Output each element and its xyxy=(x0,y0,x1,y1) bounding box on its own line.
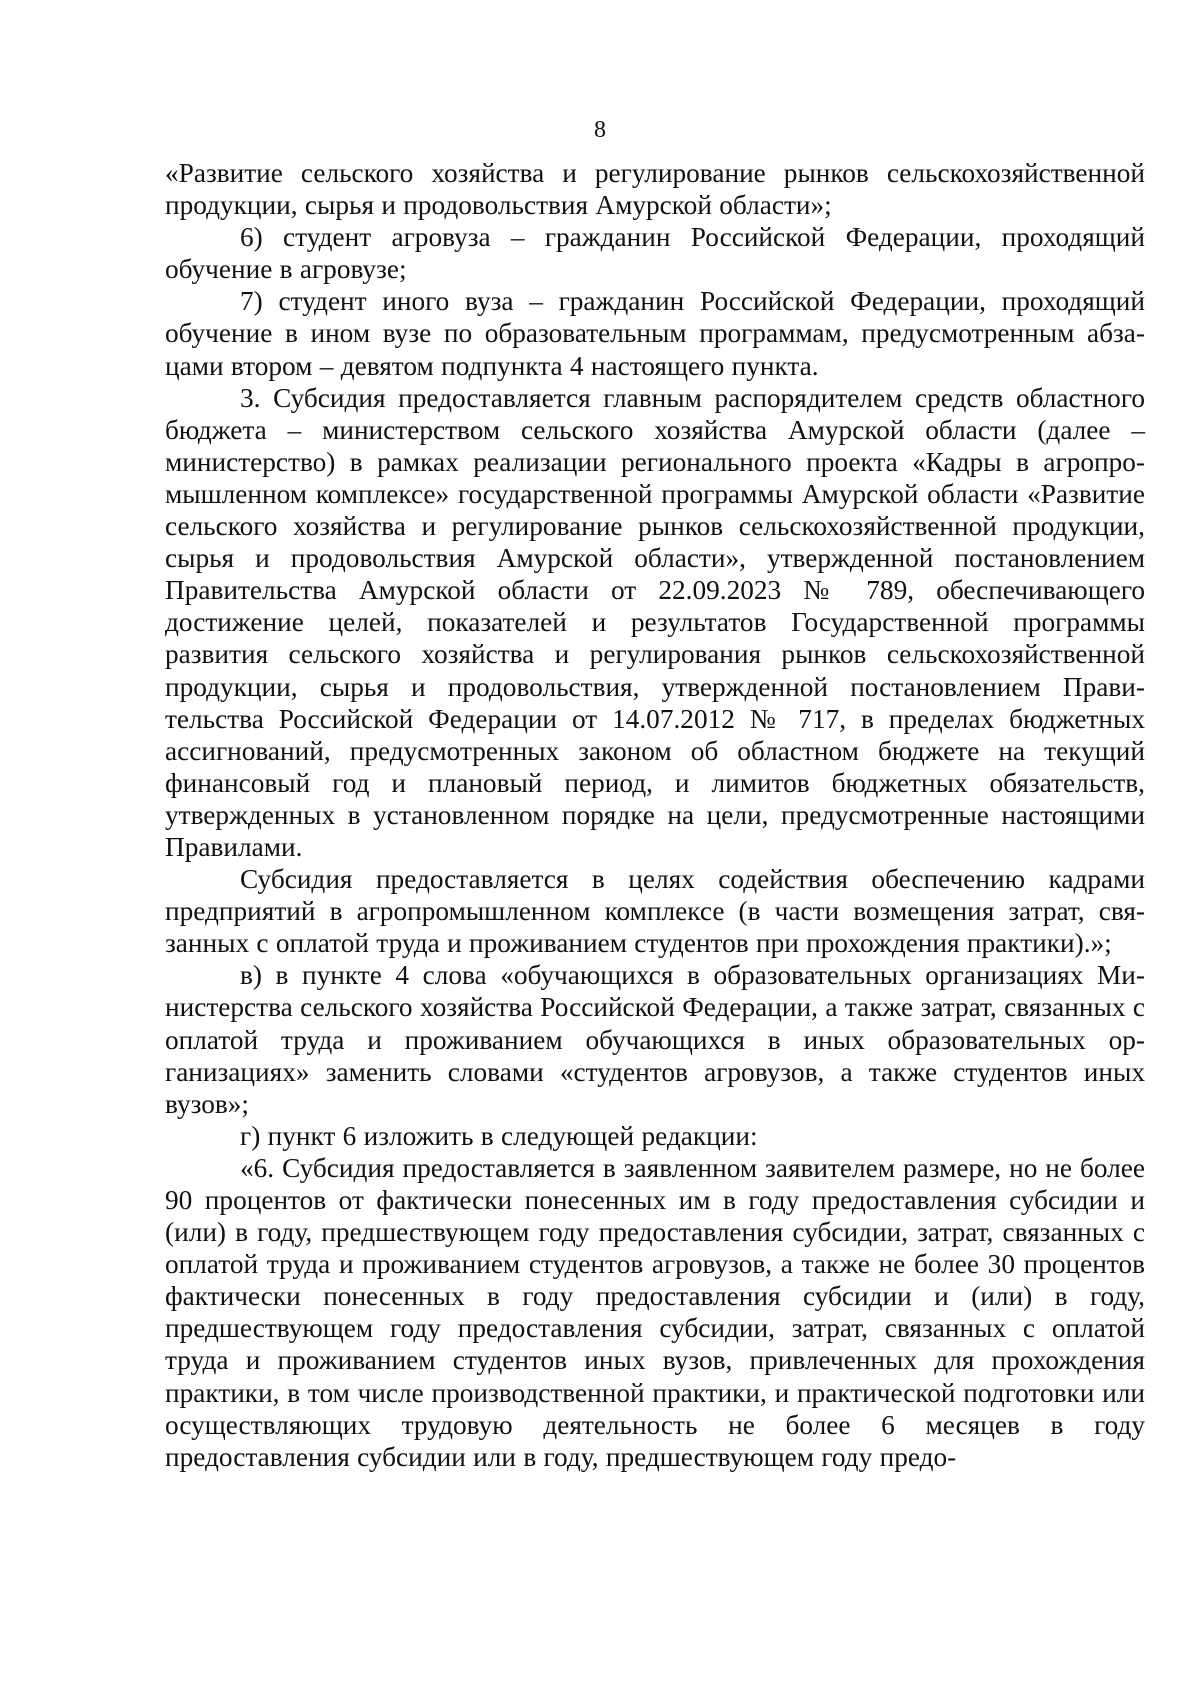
paragraph-clause-6-text: «6. Субсидия предоставляется в заявленном заявителем размере, но не более 90 процентов от фактически понесенных им в году предоставления субсидии и (или) в году, предшествующем году предоставления субсидии, затрат, связанных с оплатой труда и проживанием студентов агровузов, а также не более 30 процентов фактически понесенных в году предоставления субсидии и (или) в году, предшествующем году предоставления субсидии, затрат, связанных с оплатой труда и проживанием студентов иных вузов, привлеченных для прохождения практики, в том числе производственной практики, и практической подготовки или осуществляющих трудовую деятельность не более 6 месяцев в году предоставления субсидии или в году, предшествующем году предо- xyxy=(165,1152,1145,1472)
paragraph-item-g-clause-6: г) пункт 6 изложить в следующей редакции: xyxy=(240,1120,758,1151)
paragraph-subsidy-purpose: Субсидия предоставляется в целях содействия обеспечению кадрами предприятий в агропромышленном комплексе (в части возмещения затрат, связанных с оплатой труда и проживанием студентов при прохождения практики).»; xyxy=(165,864,1145,959)
paragraph-program-name: «Развитие сельского хозяйства и регулирование рынков сельскохозяйственной продукции, сырья и продовольствия Амурской области»; xyxy=(165,158,1145,221)
paragraph-item-v-clause-4: в) в пункте 4 слова «обучающихся в образовательных организациях Министерства сельского хозяйства Российской Федерации, а также затрат, связанных с оплатой труда и проживанием обучающихся в иных образовательных организациях» заменить словами «студентов агровузов, а также студентов иных вузов»; xyxy=(165,960,1145,1119)
document-body xyxy=(165,157,1145,1473)
page-number: 8 xyxy=(594,117,606,143)
paragraph-item-6-agro-student: 6) студент агровуза – гражданин Российской Федерации, проходящий обучение в агровузе; xyxy=(165,222,1145,285)
paragraph-item-7-other-student: 7) студент иного вуза – гражданин Российской Федерации, проходящий обучение в ином вузе по образовательным программам, предусмотренным абзацами втором – девятом подпункта 4 настоящего пункта. xyxy=(165,286,1145,381)
paragraph-clause-3-subsidy: 3. Субсидия предоставляется главным распорядителем средств областного бюджета – министерством сельского хозяйства Амурской области (далее – министерство) в рамках реализации регионального проекта «Кадры в агропромышленном комплексе» государственной программы Амурской области «Развитие сельского хозяйства и регулирование рынков сельскохозяйственной продукции, сырья и продовольствия Амурской области», утвержденной постановлением Правительства Амурской области от 22.09.2023 № 789, обеспечивающего достижение целей, показателей и результатов Государственной программы развития сельского хозяйства и регулирования рынков сельскохозяйственной продукции, сырья и продовольствия, утвержденной постановлением Правительства Российской Федерации от 14.07.2012 № 717, в пределах бюджетных ассигнований, предусмотренных законом об областном бюджете на текущий финансовый год и плановый период, и лимитов бюджетных обязательств, утвержденных в установленном порядке на цели, предусмотренные настоящими Правилами. xyxy=(165,382,1145,862)
